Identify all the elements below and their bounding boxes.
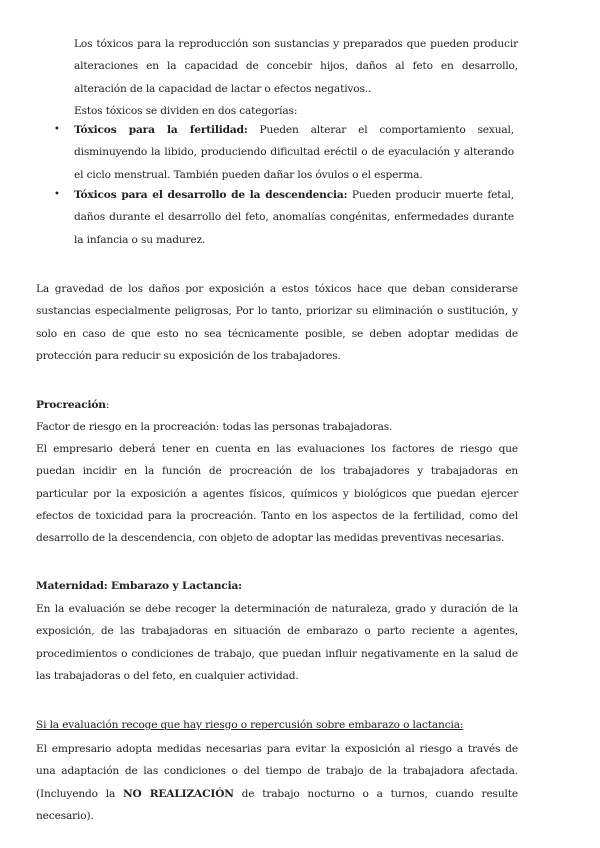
intro-text: Los tóxicos para la reproducción son sustancias y preparados que pueden producir alteraciones en la capacidad de concebir hijos, daños al feto en desarrollo, alteración de la capacidad de lactar o efectos negativos.. [74,38,518,95]
maternity-heading: Maternidad: Embarazo y Lactancia: [36,580,242,592]
category-development [74,184,514,251]
bullet-fertility: • [54,124,60,135]
intro-paragraph [74,33,518,122]
procreation-heading [36,394,518,416]
category-fertility [74,119,514,186]
procreation-colon: : [105,399,110,411]
gravity-paragraph: La gravedad de los daños por exposición a estos tóxicos hace que deban considerarse sustancias especialmente peligrosas, Por lo tanto, priorizar su eliminación o sustitución, y solo en caso de que esto no sea técnicamente posible, se deben adoptar medidas de protección para reducir su exposición de los trabajadores. [36,283,518,362]
bullet-development: • [54,189,60,200]
risk-case-heading: Si la evaluación recoge que hay riesgo o repercusión sobre embarazo o lactancia: [36,719,464,731]
risk-case-text-a: El empresario adopta medidas necesarias para evitar la exposición al riesgo a través de una adaptación de las condiciones o del tiempo de trabajo de la trabajadora afectada.(Incluyendo la [36,743,518,800]
procreation-paragraph: El empresario deberá tener en cuenta en las evaluaciones los factores de riesgo que puedan incidir en la función de procreación de los trabajadores y trabajadoras en particular por la exposición a agentes físicos, químicos y biológicos que puedan ejercer efectos de toxicidad para la procreación. Tanto en los aspectos de la fertilidad, como del desarrollo de la descendencia, con objeto de adoptar las medidas preventivas necesarias. [36,443,518,545]
risk-case-paragraph [36,738,518,827]
maternity-paragraph: En la evaluación se debe recoger la determinación de naturaleza, grado y duración de la exposición, de las trabajadoras en situación de embarazo o parto reciente a agentes, procedimientos o condiciones de trabajo, que puedan influir negativamente en la salud de las trabajadoras o del feto, en cualquier actividad. [36,603,518,682]
risk-case-text-b: de trabajo nocturno o a turnos, cuando resulte necesario). [36,787,518,822]
intro-division: Estos tóxicos se dividen en dos categorías: [74,104,298,117]
development-title: Tóxicos para el desarrollo de la descendencia: [74,189,348,201]
procreation-title: Procreación [36,399,106,411]
fertility-text: Pueden alterar el comportamiento sexual, disminuyendo la libido, produciendo dificultad eréctil o de eyaculación y alterando el ciclo menstrual. También pueden dañar los óvulos o el esperma. [74,124,514,181]
fertility-title: Tóxicos para la fertilidad: [74,124,248,136]
risk-case-bold: NO REALIZACIÓN [122,787,234,800]
development-text: Pueden producir muerte fetal, daños durante el desarrollo del feto, anomalías congénitas, enfermedades durante la infancia o su madurez. [74,189,514,246]
procreation-risk-factor: Factor de riesgo en la procreación: todas las personas trabajadoras. [36,421,393,433]
